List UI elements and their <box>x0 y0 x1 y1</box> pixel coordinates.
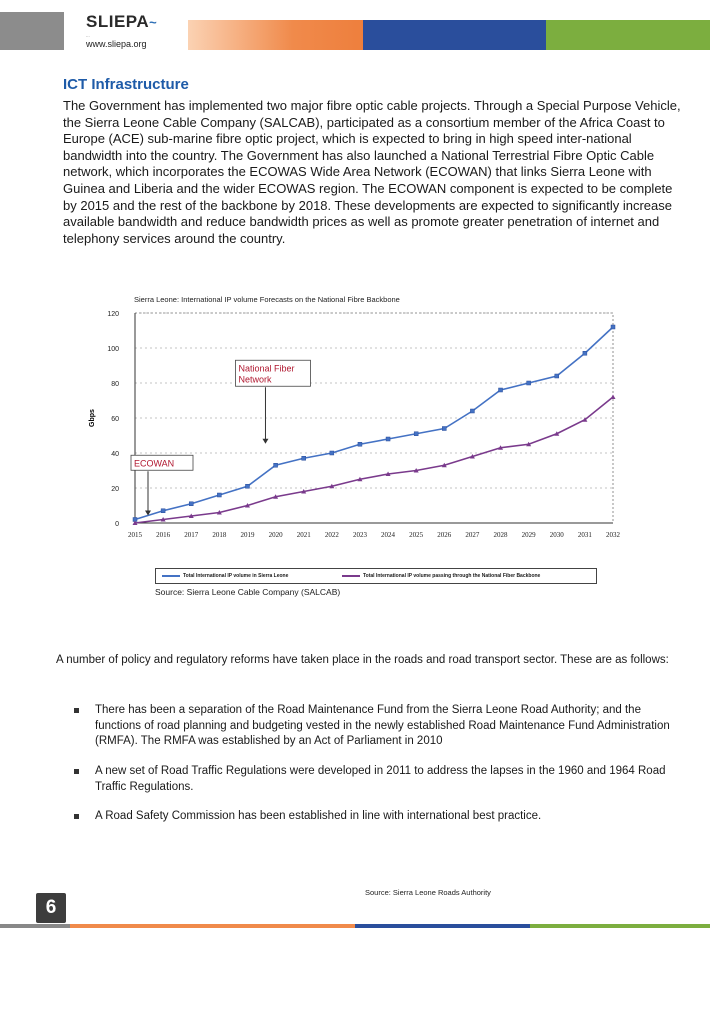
bullet-text: A Road Safety Commission has been established in line with international best practice. <box>95 810 542 822</box>
data-point <box>274 463 278 467</box>
legend-label: Total International IP volume passing through the National Fiber Backbone <box>363 573 541 579</box>
chart-legend <box>155 568 597 584</box>
ip-volume-chart <box>80 305 625 550</box>
data-point <box>358 442 362 446</box>
header-color-band <box>188 20 710 50</box>
x-tick-label: 2024 <box>381 531 396 539</box>
series-line-2 <box>135 397 613 523</box>
band-segment-orange <box>188 20 363 50</box>
x-tick-label: 2032 <box>606 531 620 539</box>
header-grey-block <box>0 12 64 50</box>
data-point <box>583 351 587 355</box>
logo-tagline: ... <box>86 33 90 38</box>
x-tick-label: 2018 <box>212 531 227 539</box>
y-tick-label: 60 <box>111 416 119 423</box>
data-point <box>302 456 306 460</box>
y-axis-label: Gbps <box>89 409 96 427</box>
x-tick-label: 2021 <box>296 531 311 539</box>
x-tick-label: 2022 <box>324 531 339 539</box>
logo-name: SLIEPA <box>86 12 150 31</box>
logo-url: www.sliepa.org <box>86 39 147 49</box>
x-tick-label: 2016 <box>156 531 171 539</box>
legend-item-sierra-leone <box>162 573 288 579</box>
data-point <box>414 432 418 436</box>
bullet-text: There has been a separation of the Road Maintenance Fund from the Sierra Leone Road Authority; and the functions of road planning and budgeting vested in the newly established Road Maintenance Fund Administration (RMFA). The RMFA was established by an Act of Parliament in 2010 <box>95 704 670 747</box>
data-point <box>611 325 615 329</box>
data-point <box>245 484 249 488</box>
data-point <box>217 493 221 497</box>
data-point <box>386 437 390 441</box>
bullet-item <box>74 764 674 795</box>
annotation-label-national-fiber: National Fiber <box>238 363 295 374</box>
logo-swoosh-icon: ~ <box>149 15 157 30</box>
annotation-label-national-fiber: Network <box>238 374 272 385</box>
legend-item-fiber-backbone <box>342 573 540 579</box>
data-point <box>189 502 193 506</box>
data-point <box>527 381 531 385</box>
data-point <box>161 509 165 513</box>
x-tick-label: 2015 <box>128 531 142 539</box>
annotation-label-ecowan: ECOWAN <box>134 458 175 469</box>
bullet-item <box>74 703 674 750</box>
x-tick-label: 2031 <box>577 531 592 539</box>
footer-color-line <box>0 924 710 928</box>
x-tick-label: 2026 <box>437 531 452 539</box>
section-title: ICT Infrastructure <box>63 76 189 93</box>
x-tick-label: 2025 <box>409 531 424 539</box>
x-tick-label: 2029 <box>521 531 536 539</box>
bullet-text: A new set of Road Traffic Regulations were developed in 2011 to address the lapses in the 1960 and 1964 Road Traffic Regulations. <box>95 765 666 793</box>
legend-swatch-purple <box>342 575 360 577</box>
data-point <box>470 409 474 413</box>
ict-paragraph: The Government has implemented two major fibre optic cable projects. Through a Special Purpose Vehicle, the Sierra Leone Cable Company (SALCAB), participated as a consortium member of the Africa Coast to Europe (ACE) sub-marine fibre optic project, which is expected to bring in high speed inter-national bandwidth into the country. The Government has also launched a National Terrestrial Fibre Optic Cable network, which incorporates the ECOWAS Wide Area Network (ECOWAN) that links Sierra Leone with Guinea and Liberia and the wider ECOWAS region. The ECOWAN component is expected to be complete by 2015 and the rest of the backbone by 2018. These developments are expected to significantly increase available bandwidth and reduce bandwidth prices as well as promote greater penetration of internet and telephony services around the country. <box>63 98 681 246</box>
bullet-square-icon <box>74 769 79 774</box>
x-tick-label: 2030 <box>549 531 564 539</box>
arrow-head-icon <box>262 439 268 444</box>
bullet-square-icon <box>74 814 79 819</box>
x-tick-label: 2017 <box>184 531 199 539</box>
x-tick-label: 2023 <box>352 531 367 539</box>
x-tick-label: 2020 <box>268 531 283 539</box>
page-number: 6 <box>36 893 66 923</box>
roads-intro: A number of policy and regulatory reforms have taken place in the roads and road transport sector. These are as follows: <box>56 654 669 666</box>
data-point <box>442 427 446 431</box>
y-tick-label: 120 <box>107 311 119 318</box>
legend-label: Total International IP volume in Sierra Leone <box>183 573 289 579</box>
legend-swatch-blue <box>162 575 180 577</box>
data-point <box>555 374 559 378</box>
series-line-1 <box>135 327 613 520</box>
band-segment-blue <box>363 20 546 50</box>
band-segment-green <box>546 20 710 50</box>
x-tick-label: 2028 <box>493 531 508 539</box>
y-tick-label: 100 <box>107 346 119 353</box>
bullet-item <box>74 809 674 825</box>
y-tick-label: 0 <box>115 521 119 528</box>
x-tick-label: 2019 <box>240 531 255 539</box>
data-point <box>611 395 616 400</box>
data-point <box>499 388 503 392</box>
y-tick-label: 40 <box>111 451 119 458</box>
chart-source: Source: Sierra Leone Cable Company (SALCAB) <box>155 587 341 597</box>
roads-source: Source: Sierra Leone Roads Authority <box>365 888 491 897</box>
bullet-square-icon <box>74 708 79 713</box>
sliepa-logo <box>86 12 157 49</box>
x-tick-label: 2027 <box>465 531 480 539</box>
data-point <box>330 451 334 455</box>
y-tick-label: 80 <box>111 381 119 388</box>
chart-title: Sierra Leone: International IP volume Forecasts on the National Fibre Backbone <box>134 295 400 304</box>
y-tick-label: 20 <box>111 486 119 493</box>
